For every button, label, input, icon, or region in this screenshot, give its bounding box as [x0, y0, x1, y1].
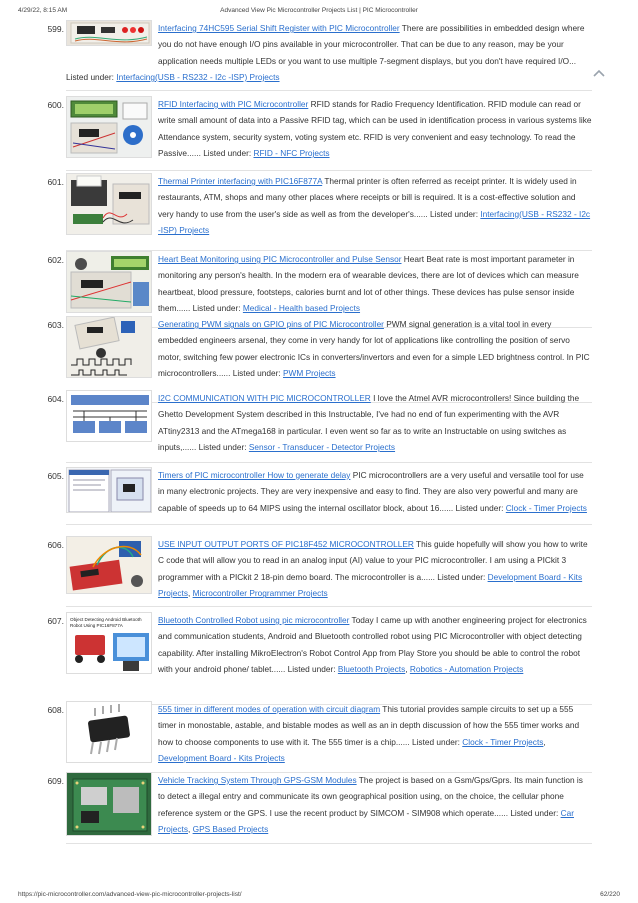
project-thumbnail[interactable]	[66, 701, 152, 763]
project-link[interactable]: I2C COMMUNICATION WITH PIC MICROCONTROLLER	[158, 393, 371, 403]
category-link[interactable]: Clock - Timer Projects	[505, 502, 587, 513]
listed-under-label: Listed under:	[232, 368, 281, 379]
print-title: Advanced View Pic Microcontroller Projects List | PIC Microcontroller	[220, 7, 418, 14]
item-text: 555 timer in different modes of operation with circuit diagram This tutorial provides sample circuits to set up a 555 timer in monostable, astable, and bistable modes as well as an in depth discussion of how the 555 timer works and how to choose components to use with it. The 555 timer is a chip...... Listed under: Clock - Timer Projects, Development Board - Kits Projects	[158, 704, 580, 764]
item-number: 607.	[47, 616, 64, 626]
project-description: Thermal printer is often referred as receipt printer. It is widely used in restaurants, ATM, shops and many other places where receipts or bill is required. It is a cost-effective solution and very handy to use from the user's side as well as from the developer's......	[158, 176, 577, 219]
item-text: Bluetooth Controlled Robot using pic microcontroller Today I came up with another engineering project for electronics and communication students, Android and Bluetooth controlled robot using PIC Microcontroller with object detecting capability. After installing MikroElectron's Robot Control App from Play Store you should be able to control the robot with your android phone/ tablet...... Listed under: Bluetooth Projects, Robotics - Automation Projects	[158, 615, 587, 675]
page-url: https://pic-microcontroller.com/advanced-view-pic-microcontroller-projects-list/	[18, 891, 242, 898]
project-thumbnail[interactable]	[66, 536, 152, 594]
thumb-caption: Object Detecting Android Bluetooth	[70, 617, 142, 622]
category-link[interactable]: GPS Based Projects	[192, 824, 269, 835]
list-item	[0, 173, 638, 243]
project-description: This guide hopefully will show you how to write C code that will allow you to read in an analog input (AI) value to your PIC microcontroller. I am using a PICkit 3 programmer with a PICkit 2 18-pin demo board. The microcontroller is a......	[158, 539, 588, 582]
item-text: USE INPUT OUTPUT PORTS OF PIC18F452 MICROCONTROLLER This guide hopefully will show you how to write C code that will allow you to read in an analog input (AI) value to your PIC microcontroller. I am using a PICkit 3 programmer with a PICkit 2 18-pin demo board. The microcontroller is a...... Listed under: Development Board - Kits Projects, Microcontroller Programmer Projects	[158, 539, 588, 599]
listed-under-label: Listed under:	[198, 442, 247, 453]
item-number: 604.	[47, 394, 64, 404]
project-link[interactable]: Heart Beat Monitoring using PIC Microcontroller and Pulse Sensor	[158, 254, 402, 264]
category-link[interactable]: Robotics - Automation Projects	[409, 664, 524, 675]
item-number: 605.	[47, 471, 64, 481]
item-number: 606.	[47, 540, 64, 550]
category-link[interactable]: Sensor - Transducer - Detector Projects	[248, 442, 396, 453]
item-number: 599.	[47, 24, 64, 34]
list-item	[0, 316, 638, 386]
list-item	[0, 701, 638, 771]
item-categories	[66, 70, 280, 84]
listed-under-label: Listed under:	[66, 72, 114, 82]
item-number: 600.	[47, 100, 64, 110]
project-thumbnail[interactable]	[66, 390, 152, 442]
category-link[interactable]: Bluetooth Projects	[337, 664, 406, 675]
category-link[interactable]: Microcontroller Programmer Projects	[192, 588, 328, 599]
item-number: 601.	[47, 177, 64, 187]
category-link[interactable]: RFID - NFC Projects	[253, 148, 330, 159]
item-text	[158, 467, 592, 516]
list-item	[0, 390, 638, 452]
project-thumbnail[interactable]	[66, 173, 152, 235]
item-number: 602.	[47, 255, 64, 265]
category-link[interactable]: PWM Projects	[283, 368, 336, 379]
item-text	[158, 20, 592, 69]
listed-under-label: Listed under:	[287, 664, 336, 675]
project-description: Today I came up with another engineering project for electronics and communication students, Android and Bluetooth controlled robot using PIC Microcontroller with object detecting capability. After installing MikroElectron's Robot Control App from Play Store you should be able to control the robot with your android phone/ tablet......	[158, 615, 587, 675]
divider	[66, 606, 592, 607]
list-item	[0, 612, 638, 700]
item-text: Vehicle Tracking System Through GPS-GSM Modules The project is based on a Gsm/Gps/Gprs. Its main function is to detect a illegal entry and communicate its own geographical position using, on the choice, the cellular phone reference system or the GPS. I use the recent product by SIMCOM - SIM908 which operate...... Listed under: Car Projects, GPS Based Projects	[158, 775, 583, 835]
item-text	[158, 173, 592, 239]
category-link[interactable]: Interfacing(USB - RS232 - I2c -ISP) Projects	[116, 72, 280, 82]
project-link[interactable]: USE INPUT OUTPUT PORTS OF PIC18F452 MICROCONTROLLER	[158, 539, 414, 549]
project-thumbnail[interactable]	[66, 772, 152, 836]
item-text	[158, 316, 592, 382]
list-item	[0, 536, 638, 606]
category-link[interactable]: Interfacing(USB - RS232 - I2c -ISP) Projects	[158, 208, 591, 236]
divider	[66, 90, 592, 91]
project-thumbnail[interactable]	[66, 251, 152, 313]
project-description: I love the Atmel AVR microcontrollers! Since building the Ghetto Development System described in this Instructable, I've had no end of fun experimenting with the AVR ATtiny2313 and the ATmega168 in particular. I even went so far as to write an Instructable on using switches as inputs,......	[158, 393, 580, 453]
item-number: 603.	[47, 320, 64, 330]
category-link[interactable]: Development Board - Kits Projects	[158, 571, 583, 599]
category-link[interactable]: Clock - Timer Projects	[462, 736, 544, 747]
project-description: Heart Beat rate is most important parameter in monitoring any person's health. In the modern era of wearable devices, there are lot of devices which can measure heartbeat, blood pressure, footsteps, calories burnt and lot of other things. These devices has pulse sensor inside them......	[158, 254, 579, 314]
category-link[interactable]: Medical - Health based Projects	[242, 303, 361, 314]
thumb-caption: Robot Using PIC16F877A	[70, 623, 123, 628]
project-link[interactable]: Generating PWM signals on GPIO pins of PIC Microcontroller	[158, 319, 384, 329]
item-text	[158, 390, 592, 456]
project-description: PIC microcontrollers are a very useful and versatile tool for use in many electronic projects. They are very inexpensive and easy to find. They are also very powerful and many are capable of speeds up to 64 MIPS using the internal oscillator block, about 16......	[158, 470, 584, 513]
project-description: This tutorial provides sample circuits to set up a 555 timer in monostable, astable, and bistable modes as well as an in depth discussion of how the 555 timer works and how to choose components to use with it. The 555 timer is a chip......	[158, 704, 580, 747]
project-link[interactable]: Bluetooth Controlled Robot using pic microcontroller	[158, 615, 350, 625]
list-item	[0, 772, 638, 842]
listed-under-label: Listed under:	[510, 807, 559, 818]
list-item	[0, 467, 638, 521]
project-description: The project is based on a Gsm/Gps/Gprs. Its main function is to detect a illegal entry and communicate its own geographical position using, on the choice, the cellular phone reference system or the GPS. I use the recent product by SIMCOM - SIM908 which operate......	[158, 775, 583, 818]
project-link[interactable]: RFID Interfacing with PIC Microcontroller	[158, 99, 309, 109]
divider	[66, 524, 592, 525]
project-thumbnail[interactable]	[66, 612, 152, 674]
print-footer	[0, 887, 638, 903]
page-number: 62/220	[600, 891, 620, 898]
item-text	[158, 251, 592, 317]
listed-under-label: Listed under:	[437, 571, 486, 582]
listed-under-label: Listed under:	[203, 148, 252, 159]
print-date: 4/29/22, 8:15 AM	[18, 7, 68, 14]
project-link[interactable]: 555 timer in different modes of operation with circuit diagram	[158, 704, 381, 714]
project-thumbnail[interactable]	[66, 20, 152, 46]
project-thumbnail[interactable]	[66, 467, 152, 513]
item-number: 608.	[47, 705, 64, 715]
listed-under-label: Listed under:	[455, 502, 504, 513]
project-thumbnail[interactable]	[66, 316, 152, 378]
project-description: PWM signal generation is a vital tool in every embedded engineers arsenal, they come in very handy for lot of applications like controlling the position of servo motor, switching few power electronic ICs in converters/invertors and even for a simple LED brightness control. In PIC microcontrollers......	[158, 319, 590, 379]
project-description: There are possibilities in embedded design where you do not have enough I/O pins available in your microcontroller. That can be due to any reason, may be your application needs multiple LEDs or you want to use multiple 7-segment displays, but you don't have required I/O...	[158, 23, 585, 66]
list-item	[0, 251, 638, 321]
project-link[interactable]: Interfacing 74HC595 Serial Shift Register with PIC Microcontroller	[158, 23, 400, 33]
list-item	[0, 96, 638, 166]
listed-under-label: Listed under:	[411, 736, 460, 747]
category-link[interactable]: Development Board - Kits Projects	[158, 753, 285, 764]
divider	[66, 170, 592, 171]
item-number: 609.	[47, 776, 64, 786]
item-text	[158, 96, 592, 162]
project-link[interactable]: Timers of PIC microcontroller How to generate delay	[158, 470, 351, 480]
print-header	[0, 0, 638, 18]
listed-under-label: Listed under:	[192, 303, 241, 314]
listed-under-label: Listed under:	[430, 208, 479, 219]
project-description: RFID stands for Radio Frequency Identification. RFID module can read or write small amount of data into a Passive RFID tag, which can be used in identification process in various systems like Attendance system, security system, voting system etc. RFID is very convenient and easy technology. To read the Passive......	[158, 99, 592, 159]
list-item	[0, 20, 638, 84]
divider	[66, 462, 592, 463]
divider	[66, 843, 592, 844]
project-thumbnail[interactable]	[66, 96, 152, 158]
category-link[interactable]: Car Projects	[158, 807, 574, 835]
project-link[interactable]: Vehicle Tracking System Through GPS-GSM Modules	[158, 775, 357, 785]
project-link[interactable]: Thermal Printer interfacing with PIC16F877A	[158, 176, 323, 186]
